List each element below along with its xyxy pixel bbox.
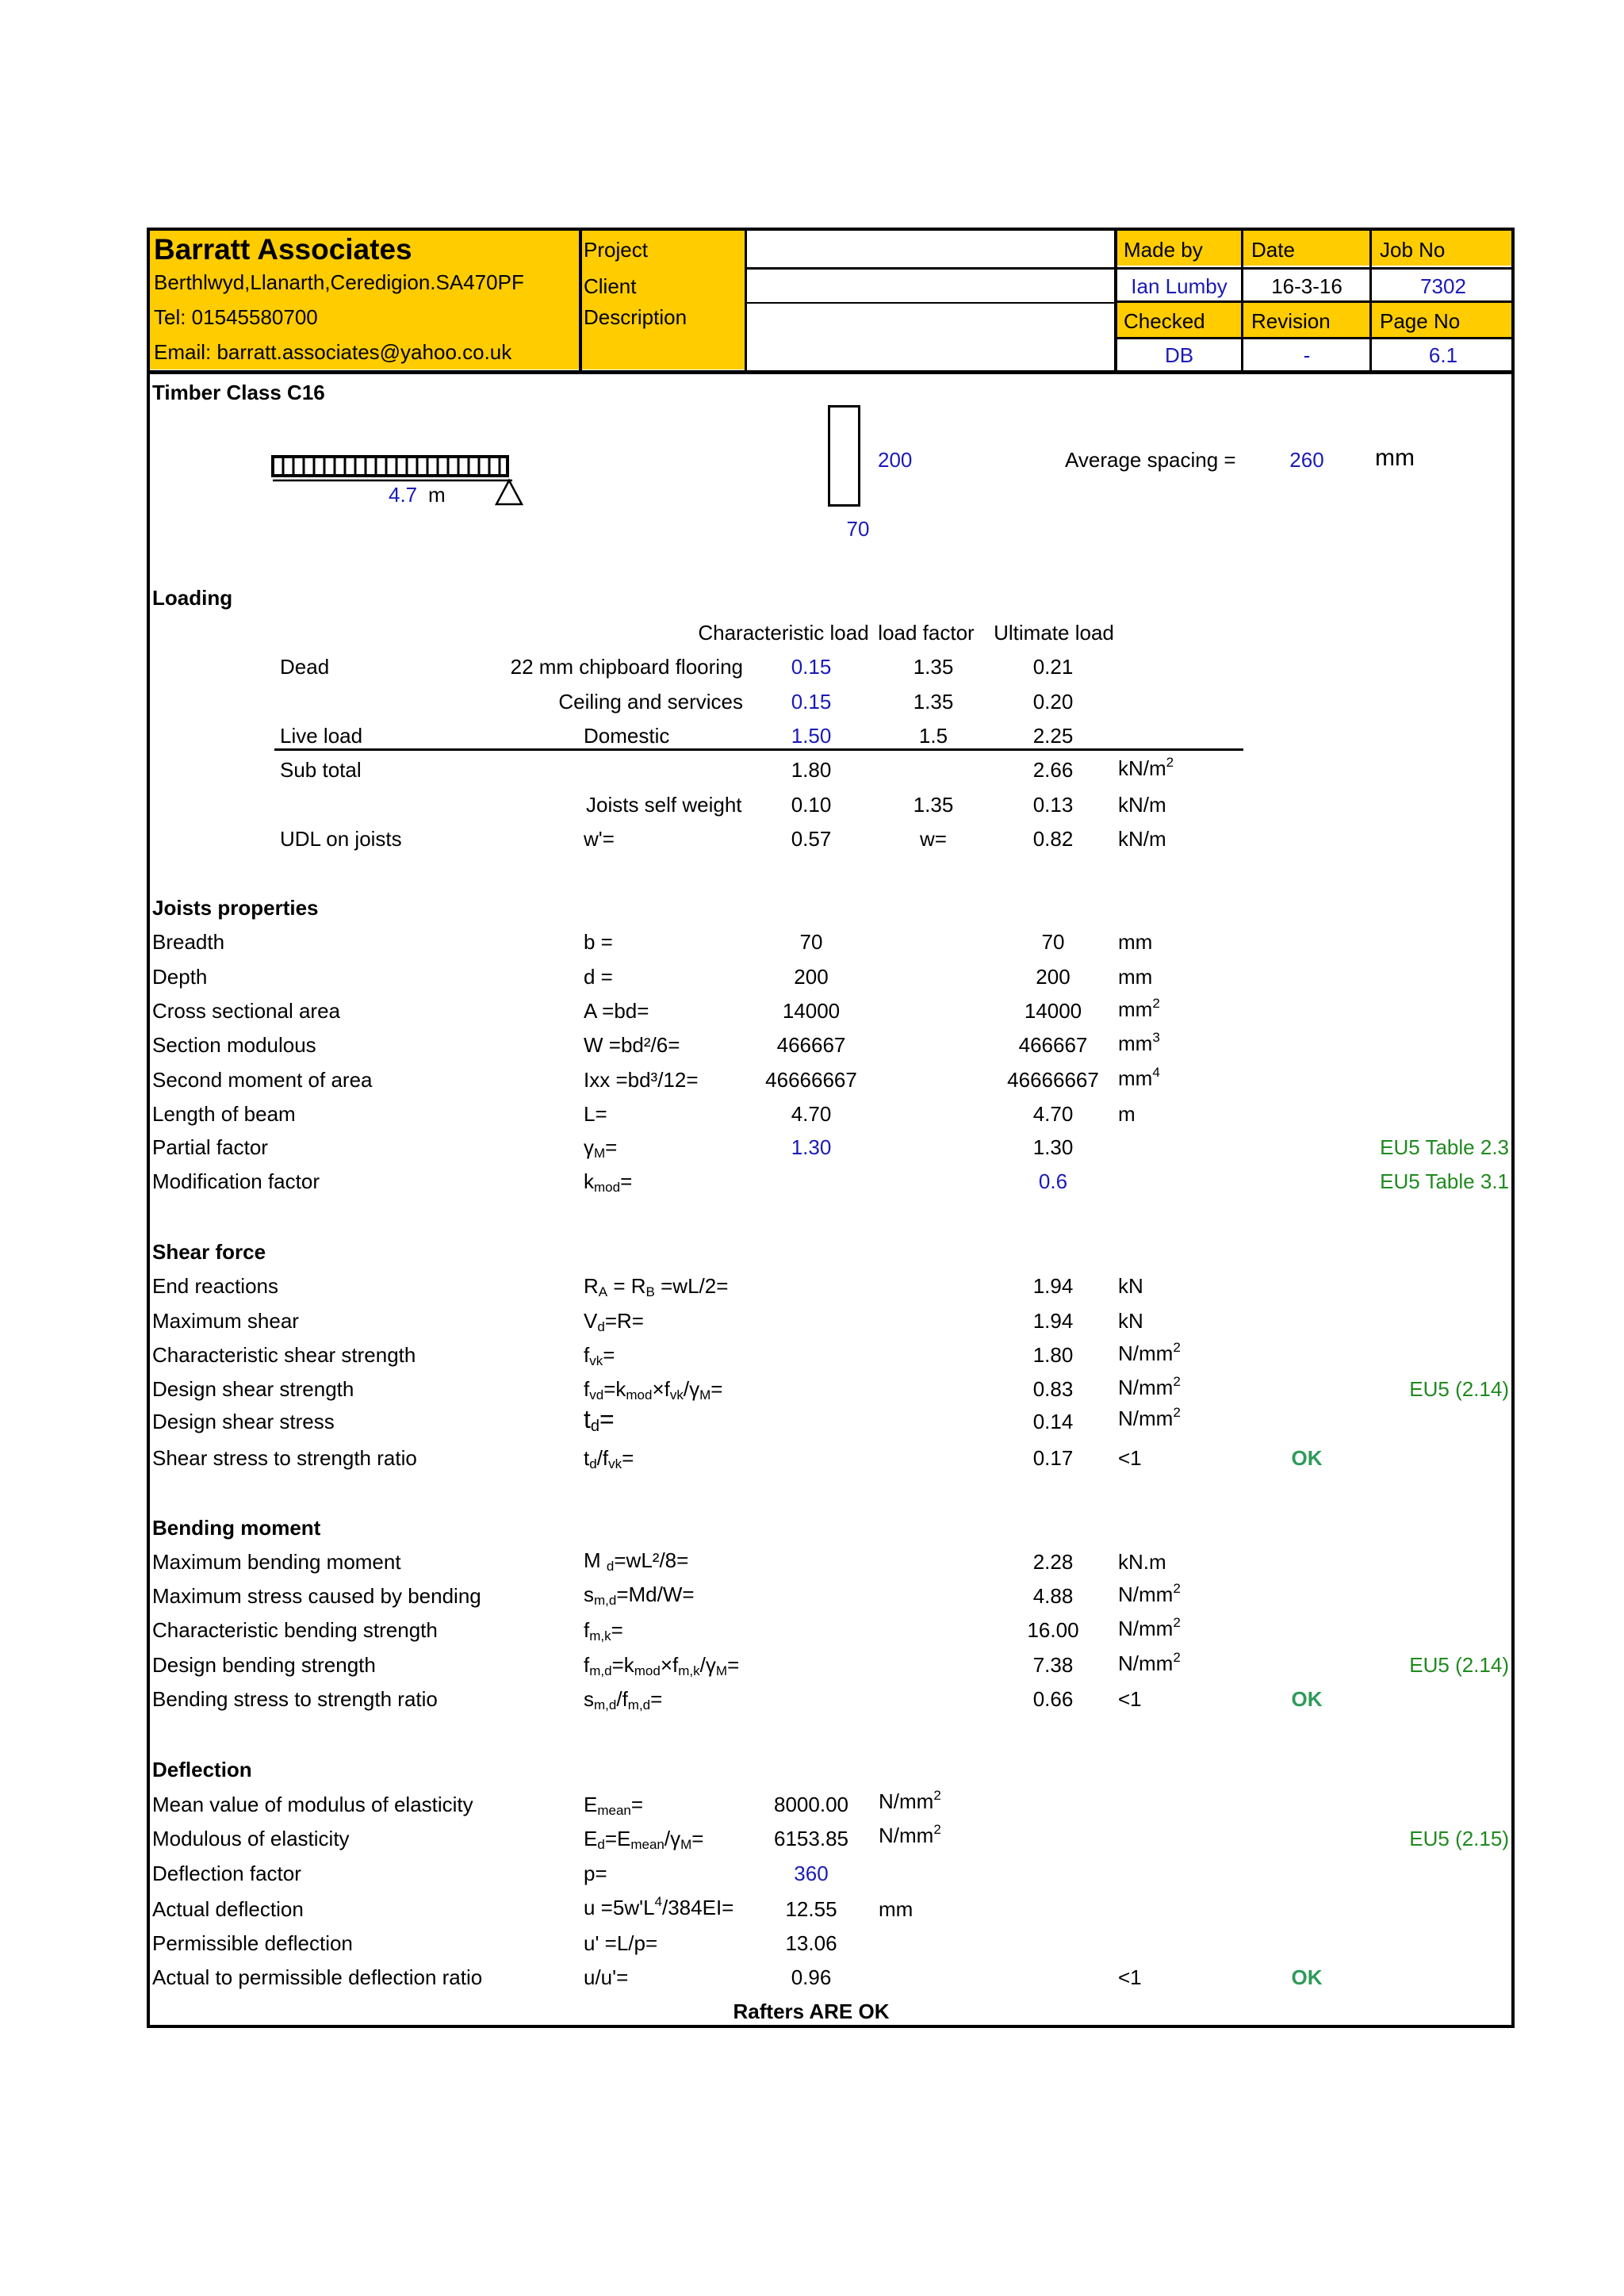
deflection-title: Deflection bbox=[152, 1758, 252, 1781]
chipboard-char: 0.15 bbox=[791, 655, 832, 679]
design-bending-label: Design bending strength bbox=[152, 1653, 376, 1677]
shear-ratio-formula: $t_d/f_{vk}=$ bbox=[584, 1446, 634, 1471]
udl-label: UDL on joists bbox=[280, 827, 402, 851]
length-unit: m bbox=[1118, 1102, 1136, 1126]
partial-reference: EU5 Table 2.3 bbox=[1380, 1135, 1509, 1159]
inertia-value: 46666667 bbox=[765, 1068, 857, 1092]
partial-formula: $\gamma_M=$ bbox=[584, 1135, 618, 1161]
ceiling-factor: 1.35 bbox=[913, 690, 954, 714]
inertia-unit: $mm^4$ bbox=[1118, 1065, 1160, 1090]
shear-stress-formula: $t_d=$ bbox=[584, 1405, 615, 1435]
inertia-formula: Ixx =bd³/12= bbox=[584, 1068, 699, 1092]
deflection-factor-formula: p= bbox=[584, 1862, 607, 1885]
selfweight-char: 0.10 bbox=[791, 793, 832, 817]
design-shear-unit: $N/mm^2$ bbox=[1118, 1374, 1181, 1399]
deflection-factor-value: 360 bbox=[794, 1862, 829, 1885]
emean-label: Mean value of modulus of elasticity bbox=[152, 1793, 473, 1816]
char-shear-value: 1.80 bbox=[1032, 1343, 1074, 1367]
selfweight-ult: 0.13 bbox=[1032, 793, 1074, 817]
deflection-factor-label: Deflection factor bbox=[152, 1862, 301, 1885]
company-address: Berthlwyd,Llanarth,Ceredigion.SA470PF bbox=[154, 270, 524, 294]
max-moment-label: Maximum bending moment bbox=[152, 1550, 401, 1574]
selfweight-factor: 1.35 bbox=[913, 793, 954, 817]
end-reactions-label: End reactions bbox=[152, 1274, 278, 1298]
modulus-value: 466667 bbox=[776, 1033, 846, 1057]
made-by-value: Ian Lumby bbox=[1131, 274, 1228, 298]
max-shear-value: 1.94 bbox=[1032, 1309, 1074, 1333]
date-label: Date bbox=[1251, 238, 1295, 262]
char-shear-unit: $N/mm^2$ bbox=[1118, 1340, 1181, 1365]
shear-ratio-label: Shear stress to strength ratio bbox=[152, 1446, 417, 1470]
joist-section-icon bbox=[828, 405, 860, 507]
span-unit: m bbox=[428, 483, 446, 507]
checked-label: Checked bbox=[1124, 309, 1205, 333]
udl-w: w= bbox=[920, 827, 947, 851]
col-ultimate: Ultimate load bbox=[994, 621, 1114, 645]
area-formula: A =bd= bbox=[584, 999, 649, 1023]
bending-stress-formula: $s_{m,d}=Md/W=$ bbox=[584, 1582, 695, 1608]
deflection-ok-badge: OK bbox=[1291, 1965, 1323, 1989]
chipboard-factor: 1.35 bbox=[913, 655, 954, 679]
modulus-formula: W =bd²/6= bbox=[584, 1033, 680, 1057]
ed-label: Modulous of elasticity bbox=[152, 1827, 350, 1850]
breadth-value-2: 70 bbox=[1041, 930, 1065, 954]
kmod-reference: EU5 Table 3.1 bbox=[1380, 1169, 1509, 1193]
depth-formula: d = bbox=[584, 965, 613, 989]
max-moment-unit: kN.m bbox=[1118, 1550, 1166, 1574]
char-bending-value: 16.00 bbox=[1027, 1618, 1079, 1642]
shear-ratio-limit: <1 bbox=[1118, 1446, 1142, 1470]
design-bending-value: 7.38 bbox=[1032, 1653, 1074, 1677]
length-label: Length of beam bbox=[152, 1102, 296, 1126]
end-reactions-value: 1.94 bbox=[1032, 1274, 1074, 1298]
ed-reference: EU5 (2.15) bbox=[1409, 1827, 1509, 1850]
checked-value: DB bbox=[1164, 343, 1194, 367]
emean-unit: $N/mm^2$ bbox=[879, 1788, 941, 1813]
props-title: Joists properties bbox=[152, 896, 319, 920]
bending-ok-badge: OK bbox=[1291, 1687, 1323, 1711]
design-bending-unit: $N/mm^2$ bbox=[1118, 1650, 1181, 1675]
shear-stress-unit: $N/mm^2$ bbox=[1118, 1405, 1181, 1430]
ed-value: 6153.85 bbox=[774, 1827, 848, 1850]
partial-value-2: 1.30 bbox=[1032, 1135, 1074, 1159]
shear-title: Shear force bbox=[152, 1240, 266, 1264]
max-shear-formula: $V_d=R=$ bbox=[584, 1309, 644, 1334]
breadth-formula: b = bbox=[584, 930, 613, 954]
max-shear-unit: kN bbox=[1118, 1309, 1143, 1333]
bending-stress-unit: $N/mm^2$ bbox=[1118, 1581, 1181, 1606]
char-bending-unit: $N/mm^2$ bbox=[1118, 1615, 1181, 1640]
actual-deflection-label: Actual deflection bbox=[152, 1897, 304, 1921]
shear-stress-value: 0.14 bbox=[1032, 1410, 1074, 1433]
company-tel: Tel: 01545580700 bbox=[154, 305, 318, 329]
revision-label: Revision bbox=[1251, 309, 1331, 333]
length-formula: L= bbox=[584, 1102, 607, 1126]
client-label: Client bbox=[584, 274, 637, 298]
char-shear-label: Characteristic shear strength bbox=[152, 1343, 416, 1367]
chipboard-ult: 0.21 bbox=[1032, 655, 1074, 679]
project-label: Project bbox=[584, 238, 648, 262]
area-unit: $mm^2$ bbox=[1118, 996, 1160, 1021]
udl-ult: 0.82 bbox=[1032, 827, 1074, 851]
subtotal-char: 1.80 bbox=[791, 758, 832, 782]
bending-title: Bending moment bbox=[152, 1516, 321, 1540]
section-breadth: 70 bbox=[846, 517, 870, 541]
end-reactions-formula: $R_A = R_B =wL/2=$ bbox=[584, 1274, 729, 1299]
udl-w1: w'= bbox=[584, 827, 615, 851]
depth-label: Depth bbox=[152, 965, 208, 989]
bending-ratio-value: 0.66 bbox=[1032, 1687, 1074, 1711]
subtotal-ult: 2.66 bbox=[1032, 758, 1074, 782]
page-no-value: 6.1 bbox=[1428, 343, 1458, 367]
ceiling-ult: 0.20 bbox=[1032, 690, 1074, 714]
span-value: 4.7 bbox=[389, 483, 418, 507]
kmod-formula: $k_{mod}=$ bbox=[584, 1169, 633, 1195]
shear-ok-badge: OK bbox=[1291, 1446, 1323, 1470]
chipboard-label: 22 mm chipboard flooring bbox=[510, 655, 743, 679]
col-characteristic: Characteristic load bbox=[698, 621, 869, 645]
design-shear-label: Design shear strength bbox=[152, 1377, 354, 1401]
max-moment-value: 2.28 bbox=[1032, 1550, 1074, 1574]
selfweight-label: Joists self weight bbox=[586, 793, 742, 817]
kmod-label: Modification factor bbox=[152, 1169, 320, 1193]
deflection-ratio-value: 0.96 bbox=[791, 1965, 832, 1989]
char-bending-label: Characteristic bending strength bbox=[152, 1618, 438, 1642]
udl-char: 0.57 bbox=[791, 827, 832, 851]
area-label: Cross sectional area bbox=[152, 999, 340, 1023]
length-value: 4.70 bbox=[791, 1102, 832, 1126]
bending-stress-value: 4.88 bbox=[1032, 1584, 1074, 1608]
deflection-ratio-label: Actual to permissible deflection ratio bbox=[152, 1965, 483, 1989]
actual-deflection-unit: mm bbox=[879, 1897, 914, 1921]
partial-label: Partial factor bbox=[152, 1135, 268, 1159]
modulus-unit: $mm^3$ bbox=[1118, 1030, 1160, 1055]
shear-ratio-value: 0.17 bbox=[1032, 1446, 1074, 1470]
design-bending-reference: EU5 (2.14) bbox=[1409, 1653, 1509, 1677]
timber-class: Timber Class C16 bbox=[152, 381, 325, 404]
deflection-ratio-limit: <1 bbox=[1118, 1965, 1142, 1989]
domestic-label: Domestic bbox=[584, 724, 670, 748]
design-shear-value: 0.83 bbox=[1032, 1377, 1074, 1401]
end-reactions-unit: kN bbox=[1118, 1274, 1143, 1298]
job-no-value: 7302 bbox=[1420, 274, 1466, 298]
bending-ratio-formula: $s_{m,d}/f_{m,d}=$ bbox=[584, 1687, 663, 1712]
job-no-label: Job No bbox=[1380, 238, 1446, 262]
revision-value: - bbox=[1303, 343, 1311, 367]
section-depth: 200 bbox=[878, 448, 913, 472]
deflection-ratio-formula: u/u'= bbox=[584, 1965, 629, 1989]
selfweight-unit: kN/m bbox=[1118, 793, 1166, 817]
subtotal-unit: $kN/m^2$ bbox=[1118, 755, 1174, 780]
partial-value: 1.30 bbox=[791, 1135, 832, 1159]
length-value-2: 4.70 bbox=[1032, 1102, 1074, 1126]
spacing-label: Average spacing = bbox=[1065, 448, 1236, 472]
depth-value-2: 200 bbox=[1036, 965, 1071, 989]
inertia-value-2: 46666667 bbox=[1007, 1068, 1099, 1092]
udl-unit: kN/m bbox=[1118, 827, 1166, 851]
company-name: Barratt Associates bbox=[154, 233, 412, 266]
subtotal-label: Sub total bbox=[280, 758, 362, 782]
emean-value: 8000.00 bbox=[774, 1793, 848, 1816]
ceiling-char: 0.15 bbox=[791, 690, 832, 714]
page-no-label: Page No bbox=[1380, 309, 1461, 333]
max-shear-label: Maximum shear bbox=[152, 1309, 299, 1333]
date-value: 16-3-16 bbox=[1271, 274, 1342, 298]
domestic-char: 1.50 bbox=[791, 724, 832, 748]
kmod-value: 0.6 bbox=[1038, 1169, 1068, 1193]
breadth-unit: mm bbox=[1118, 930, 1153, 954]
bending-stress-label: Maximum stress caused by bending bbox=[152, 1584, 481, 1608]
actual-deflection-value: 12.55 bbox=[785, 1897, 837, 1921]
spacing-unit: mm bbox=[1375, 445, 1415, 471]
permissible-deflection-value: 13.06 bbox=[785, 1931, 837, 1955]
depth-value: 200 bbox=[794, 965, 829, 989]
made-by-label: Made by bbox=[1124, 238, 1203, 262]
design-bending-formula: $f_{m,d}=k_{mod}\times f_{m,k}/\gamma_M=$ bbox=[584, 1653, 740, 1678]
area-value-2: 14000 bbox=[1024, 999, 1082, 1023]
design-shear-formula: $f_{vd}=k_{mod}\times f_{vk}/\gamma_M=$ bbox=[584, 1377, 723, 1402]
subtotal-rule bbox=[274, 748, 1243, 751]
conclusion: Rafters ARE OK bbox=[733, 1999, 890, 2023]
area-value: 14000 bbox=[782, 999, 841, 1023]
bending-ratio-limit: <1 bbox=[1118, 1687, 1142, 1711]
depth-unit: mm bbox=[1118, 965, 1153, 989]
modulus-value-2: 466667 bbox=[1018, 1033, 1088, 1057]
actual-deflection-formula: $u =5w'L^4/384EI=$ bbox=[584, 1894, 734, 1919]
col-load-factor: load factor bbox=[878, 621, 975, 645]
emean-formula: $E_{mean}=$ bbox=[584, 1793, 644, 1818]
description-label: Description bbox=[584, 305, 688, 329]
bending-ratio-label: Bending stress to strength ratio bbox=[152, 1687, 438, 1711]
loading-title: Loading bbox=[152, 586, 233, 610]
breadth-label: Breadth bbox=[152, 930, 225, 954]
char-shear-formula: $f_{vk}=$ bbox=[584, 1343, 615, 1368]
breadth-value: 70 bbox=[799, 930, 823, 954]
permissible-deflection-formula: u' =L/p= bbox=[584, 1931, 658, 1955]
permissible-deflection-label: Permissible deflection bbox=[152, 1931, 353, 1955]
design-shear-reference: EU5 (2.14) bbox=[1409, 1377, 1509, 1401]
shear-stress-label: Design shear stress bbox=[152, 1410, 335, 1433]
ed-formula: $E_d=E_{mean}/\gamma_M=$ bbox=[584, 1827, 704, 1852]
ceiling-label: Ceiling and services bbox=[558, 690, 743, 714]
max-moment-formula: M $_d$=wL²/8= bbox=[584, 1548, 689, 1574]
dead-label: Dead bbox=[280, 655, 330, 679]
domestic-ult: 2.25 bbox=[1032, 724, 1074, 748]
inertia-label: Second moment of area bbox=[152, 1068, 373, 1092]
company-email: Email: barratt.associates@yahoo.co.uk bbox=[154, 340, 512, 364]
ed-unit: $N/mm^2$ bbox=[879, 1822, 941, 1847]
char-bending-formula: $f_{m,k}=$ bbox=[584, 1618, 623, 1644]
live-label: Live load bbox=[280, 724, 363, 748]
domestic-factor: 1.5 bbox=[918, 724, 948, 748]
modulus-label: Section modulous bbox=[152, 1033, 316, 1057]
spacing-value: 260 bbox=[1289, 448, 1324, 472]
